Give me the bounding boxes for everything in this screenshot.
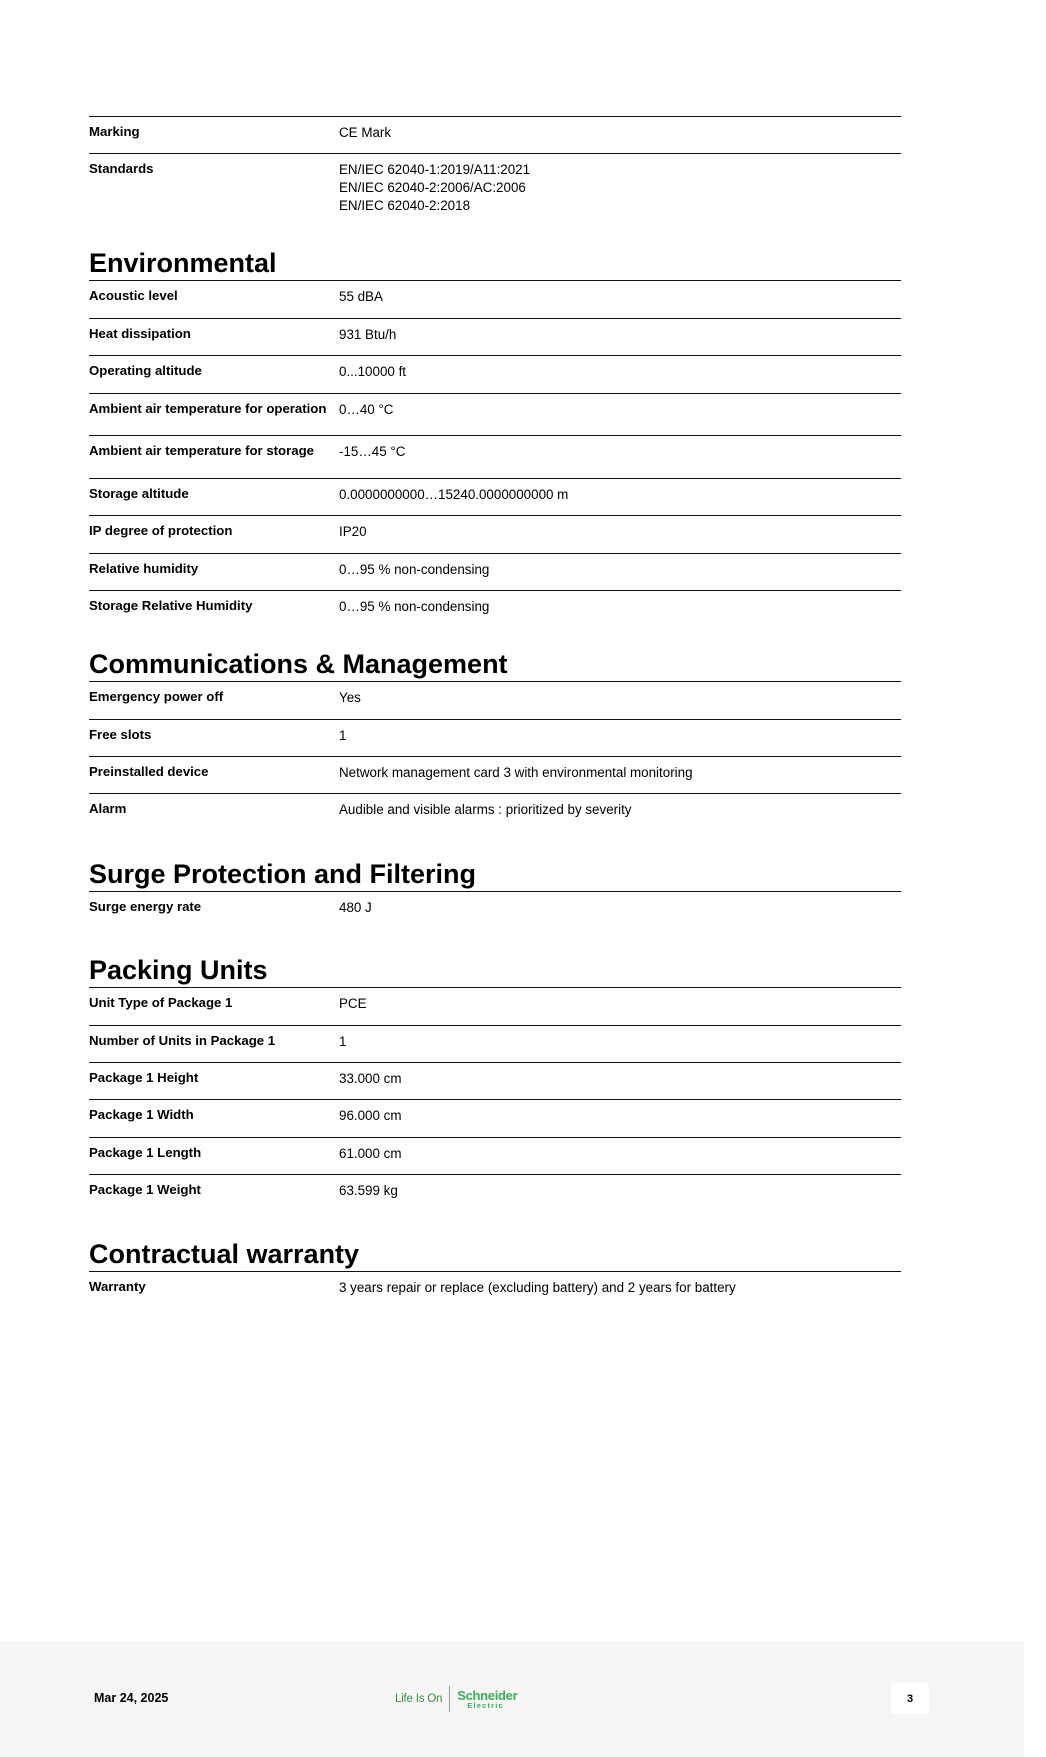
section-title: Communications & Management xyxy=(89,649,508,680)
spec-value: 0…40 °C xyxy=(339,401,394,417)
spec-row xyxy=(89,756,901,793)
spec-row xyxy=(89,1099,901,1136)
spec-value: 0…95 % non-condensing xyxy=(339,561,490,577)
schneider-electric-logo xyxy=(395,1684,517,1714)
section-title: Surge Protection and Filtering xyxy=(89,858,477,889)
spec-value: Yes xyxy=(339,690,361,706)
spec-value xyxy=(339,154,901,224)
spec-document xyxy=(89,116,901,1308)
section-environmental xyxy=(89,246,901,627)
spec-label: Operating altitude xyxy=(89,363,202,379)
spec-row xyxy=(89,1062,901,1099)
spec-label: Ambient air temperature for storage xyxy=(89,443,314,459)
section-gap xyxy=(89,1212,901,1237)
spec-label: Free slots xyxy=(89,726,152,742)
logo-tagline: Life Is On xyxy=(395,1693,443,1705)
section-gap xyxy=(89,627,901,647)
logo-brand-sub: Electric xyxy=(467,1700,504,1710)
spec-value-line: EN/IEC 62040-2:2006/AC:2006 xyxy=(339,180,526,196)
spec-row-standards xyxy=(89,153,901,224)
section-gap xyxy=(89,831,901,857)
spec-row xyxy=(89,681,901,718)
footer-date: Mar 24, 2025 xyxy=(94,1691,169,1705)
spec-label: Preinstalled device xyxy=(89,764,209,780)
section-title: Contractual warranty xyxy=(89,1238,360,1269)
spec-row xyxy=(89,987,901,1024)
spec-row xyxy=(89,590,901,627)
spec-label: Acoustic level xyxy=(89,288,178,304)
spec-value-line: EN/IEC 62040-2:2018 xyxy=(339,198,471,214)
spec-row xyxy=(89,553,901,590)
spec-value: 96.000 cm xyxy=(339,1108,402,1124)
spec-value: Audible and visible alarms : prioritized by severity xyxy=(339,802,632,818)
spec-row xyxy=(89,1137,901,1174)
spec-value: 931 Btu/h xyxy=(339,326,397,342)
spec-row xyxy=(89,1174,901,1211)
spec-label: Marking xyxy=(89,124,140,139)
spec-row xyxy=(89,280,901,317)
spec-value: IP20 xyxy=(339,524,367,540)
spec-row xyxy=(89,1025,901,1062)
spec-row-marking xyxy=(89,116,901,153)
section-gap xyxy=(89,928,901,953)
spec-value: 55 dBA xyxy=(339,289,383,305)
spec-value: 3 years repair or replace (excluding battery) and 2 years for battery xyxy=(339,1279,736,1295)
spec-row xyxy=(89,478,901,515)
section-title: Packing Units xyxy=(89,955,268,986)
spec-label: Heat dissipation xyxy=(89,325,191,341)
spec-label: Relative humidity xyxy=(89,560,199,576)
spec-value xyxy=(339,117,901,153)
logo-brand: Schneider xyxy=(457,1687,518,1703)
spec-label: IP degree of protection xyxy=(89,523,233,539)
spec-label: Package 1 Weight xyxy=(89,1182,201,1198)
section-contractual-warranty xyxy=(89,1237,901,1308)
spec-value: -15…45 °C xyxy=(339,444,406,460)
spec-label: Emergency power off xyxy=(89,689,224,705)
spec-row xyxy=(89,393,901,436)
spec-value: 0…95 % non-condensing xyxy=(339,598,490,614)
spec-value: 1 xyxy=(339,1033,347,1049)
spec-label: Package 1 Width xyxy=(89,1107,194,1123)
section-surge-protection xyxy=(89,857,901,928)
spec-row xyxy=(89,1271,901,1308)
section-packing-units xyxy=(89,953,901,1211)
spec-row xyxy=(89,719,901,756)
spec-label: Storage Relative Humidity xyxy=(89,597,253,613)
spec-row xyxy=(89,891,901,928)
spec-value-line: CE Mark xyxy=(339,125,392,140)
spec-label: Package 1 Height xyxy=(89,1070,199,1086)
spec-value: Network management card 3 with environmental monitoring xyxy=(339,765,693,781)
page-footer xyxy=(0,1641,1024,1757)
spec-row xyxy=(89,515,901,552)
spec-label: Unit Type of Package 1 xyxy=(89,995,233,1011)
spec-label: Ambient air temperature for operation xyxy=(89,400,327,416)
spec-label: Storage altitude xyxy=(89,485,189,501)
spec-value-line: EN/IEC 62040-1:2019/A11:2021 xyxy=(339,162,531,178)
spec-value: PCE xyxy=(339,996,367,1012)
spec-value: 0.0000000000…15240.0000000000 m xyxy=(339,486,569,502)
spec-label: Warranty xyxy=(89,1278,146,1294)
spec-row xyxy=(89,318,901,355)
spec-value: 0...10000 ft xyxy=(339,364,407,380)
section-gap xyxy=(89,224,901,246)
spec-label: Alarm xyxy=(89,801,127,817)
section-title: Environmental xyxy=(89,248,277,279)
logo-divider xyxy=(449,1686,450,1712)
page-number: 3 xyxy=(891,1683,929,1714)
spec-row xyxy=(89,355,901,392)
spec-label: Standards xyxy=(89,161,154,177)
spec-value: 480 J xyxy=(339,899,372,915)
spec-value: 61.000 cm xyxy=(339,1145,402,1161)
page-right-gutter xyxy=(1024,0,1046,1757)
spec-value: 1 xyxy=(339,727,347,743)
spec-row xyxy=(89,793,901,830)
spec-value: 33.000 cm xyxy=(339,1071,402,1087)
spec-value: 63.599 kg xyxy=(339,1183,398,1199)
logo-brand-block xyxy=(457,1689,517,1710)
spec-label: Surge energy rate xyxy=(89,898,202,914)
section-communications xyxy=(89,647,901,831)
spec-row xyxy=(89,435,901,478)
spec-label: Number of Units in Package 1 xyxy=(89,1032,276,1048)
spec-label: Package 1 Length xyxy=(89,1144,202,1160)
